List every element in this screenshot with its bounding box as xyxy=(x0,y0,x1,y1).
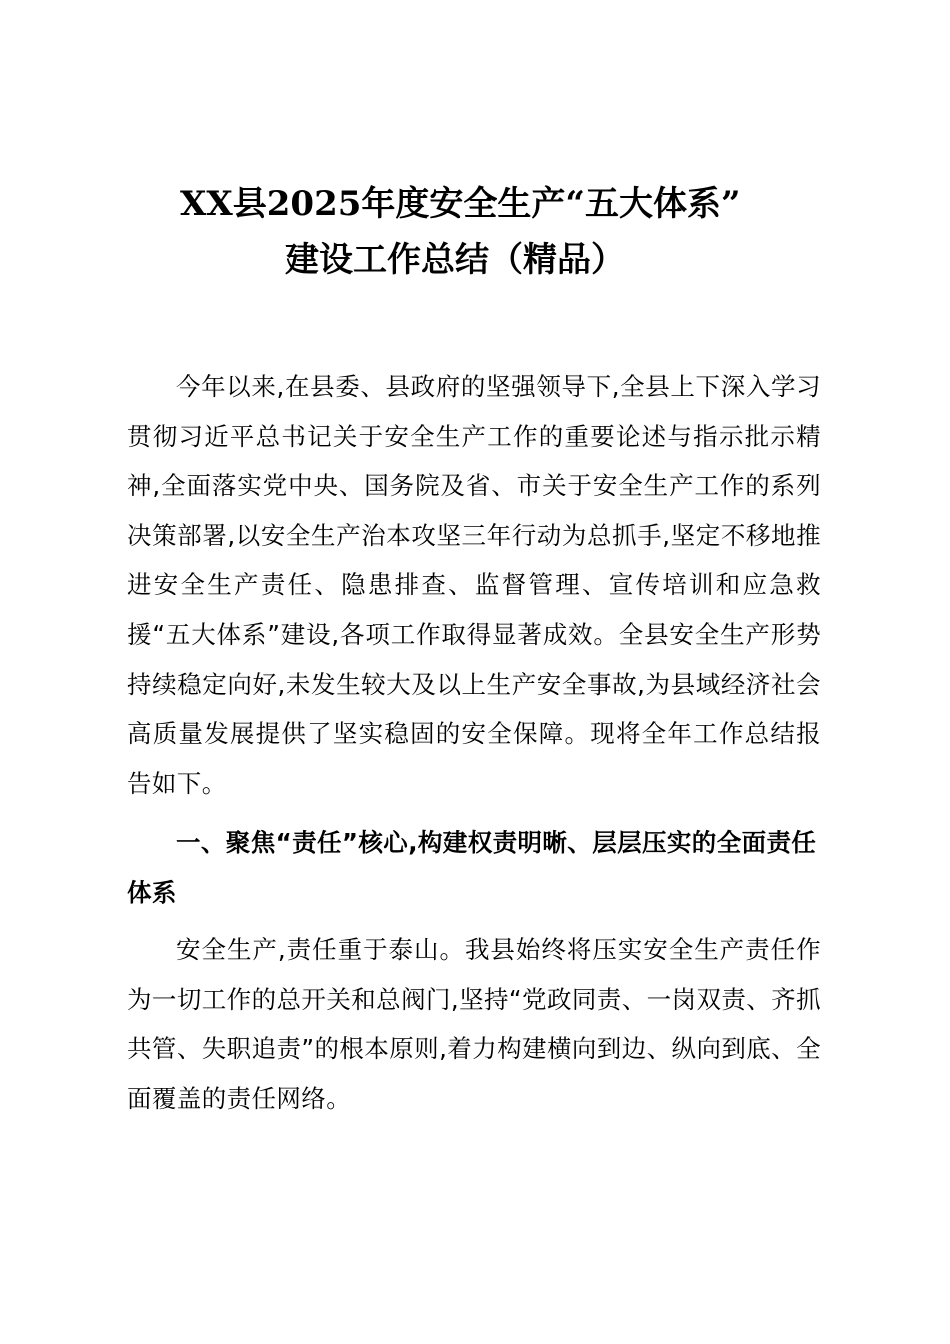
document-title-line1: XX县2025年度安全生产“五大体系” xyxy=(180,184,741,224)
document-title-line2: 建设工作总结（精品） xyxy=(285,240,625,280)
intro-paragraph: 今年以来,在县委、县政府的坚强领导下,全县上下深入学习贯彻习近平总书记关于安全生产工作的重要论述与指示批示精神,全面落实党中央、国务院及省、市关于安全生产工作的系列决策部署,以安全生产治本攻坚三年行动为总抓手,坚定不移地推进安全生产责任、隐患排查、监督管理、宣传培训和应急救援“五大体系”建设,各项工作取得显著成效。全县安全生产形势持续稳定向好,未发生较大及以上生产安全事故,为县域经济社会高质量发展提供了坚实稳固的安全保障。现将全年工作总结报告如下。 xyxy=(127,372,821,798)
document-title xyxy=(110,176,870,288)
section-heading-1: 一、聚焦“责任”核心,构建权责明晰、层层压实的全面责任体系 xyxy=(127,828,817,907)
section-1-paragraph: 安全生产,责任重于泰山。我县始终将压实安全生产责任作为一切工作的总开关和总阀门,坚持“党政同责、一岗双责、齐抓共管、失职追责”的根本原则,着力构建横向到边、纵向到底、全面覆盖的责任网络。 xyxy=(127,935,821,1113)
